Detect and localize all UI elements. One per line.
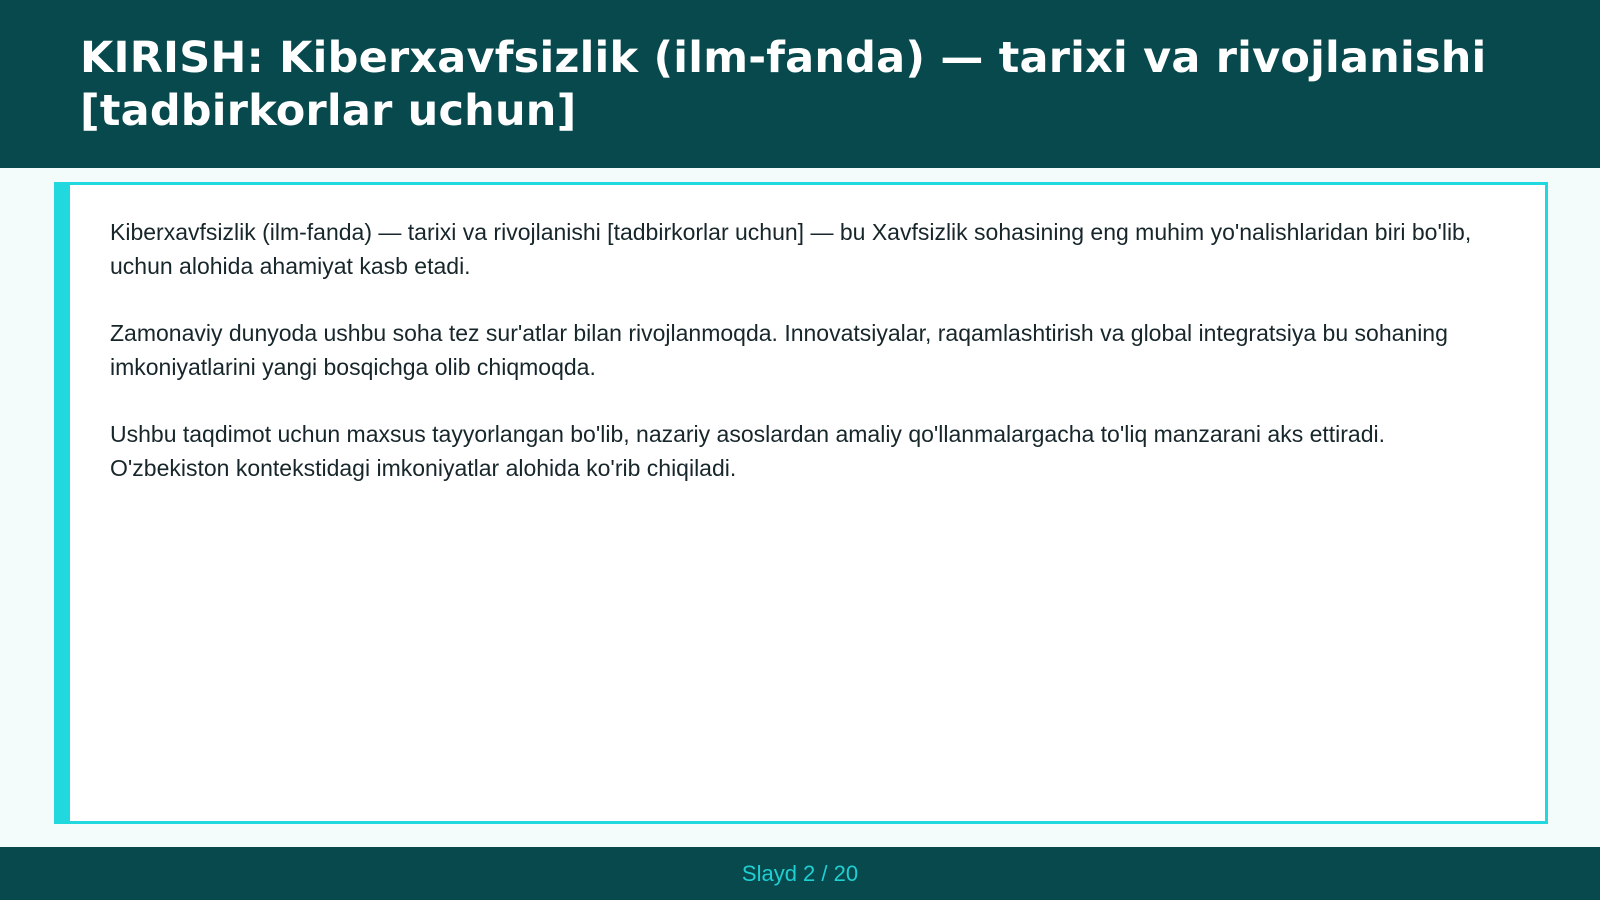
development-paragraph: Zamonaviy dunyoda ushbu soha tez sur'atlar bilan rivojlanmoqda. Innovatsiyalar, raqamlashtirish va global integratsiya bu sohaning imkoniyatlarini yangi bosqichga olib chiqmoqda. (110, 320, 1448, 380)
content-card (54, 182, 1548, 824)
slide-counter: Slayd 2 / 20 (741, 860, 859, 886)
presentation-scope-paragraph: Ushbu taqdimot uchun maxsus tayyorlangan bo'lib, nazariy asoslardan amaliy qo'llanmalargacha to'liq manzarani aks ettiradi. O'zbekiston kontekstidagi imkoniyatlar alohida ko'rib chiqiladi. (110, 421, 1386, 481)
slide-title: KIRISH: Kiberxavfsizlik (ilm-fanda) — tarixi va rivojlanishi [tadbirkorlar uchun] (80, 33, 1487, 136)
slide-header (0, 0, 1600, 168)
slide-footer (0, 847, 1600, 900)
intro-paragraph: Kiberxavfsizlik (ilm-fanda) — tarixi va rivojlanishi [tadbirkorlar uchun] — bu Xavfsizlik sohasining eng muhim yo'nalishlaridan biri bo'lib, uchun alohida ahamiyat kasb etadi. (110, 219, 1472, 279)
